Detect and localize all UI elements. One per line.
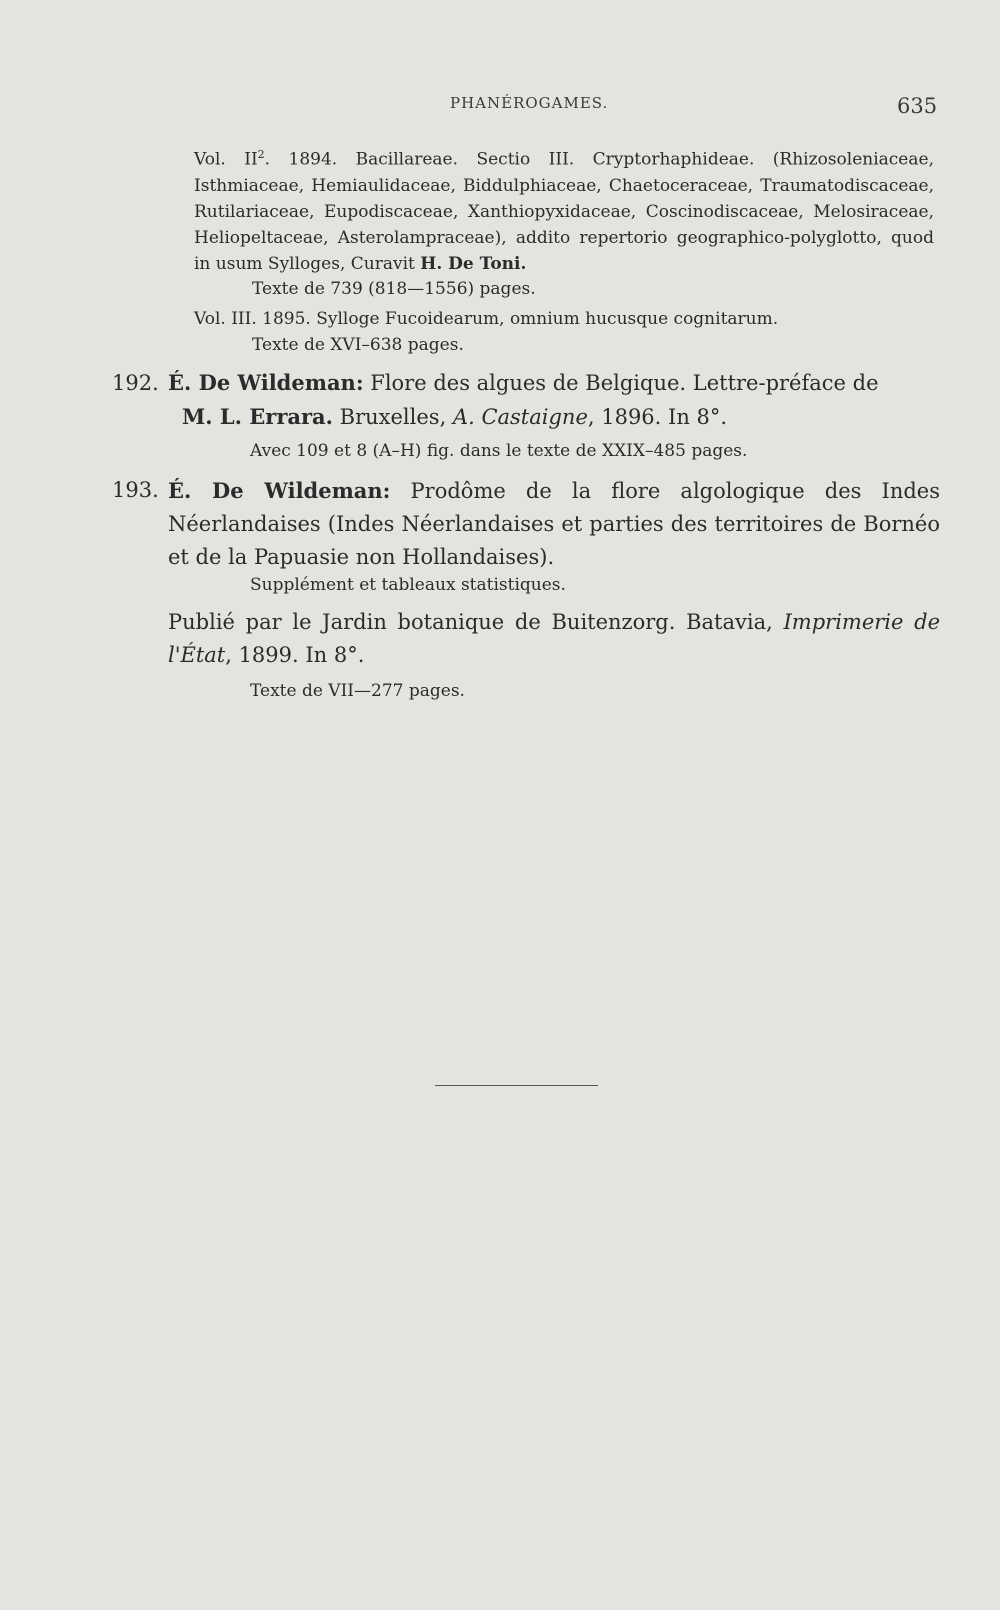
entry-title: Flore des algues de Belgique. Lettre-préface de [363, 371, 879, 395]
entry-number: 192. [112, 371, 159, 395]
vol2-entry [194, 142, 934, 277]
entry-title: Prodôme de la flore algologique des Indes Néerlandaises (Indes Néerlandaises et parties des territoires de Bornéo et de la Papuasie non Hollandaises). [168, 479, 940, 569]
closing-rule [435, 1085, 598, 1086]
vol2-author: H. De Toni. [420, 253, 527, 274]
pub-text: Publié par le Jardin botanique de Buitenzorg. Batavia, [168, 610, 784, 634]
vol3-text: Vol. III. 1895. Sylloge Fucoidearum, omnium hucusque cognitarum. [194, 309, 779, 329]
entry-193-texte: Texte de VII—277 pages. [250, 681, 465, 701]
entry-preface: M. L. Errara. [182, 404, 333, 429]
entry-192 [112, 366, 942, 434]
page-number: 635 [897, 94, 938, 118]
running-head: PHANÉROGAMES. [450, 94, 609, 112]
entry-publisher: A. Castaigne [452, 405, 588, 429]
entry-place: Bruxelles, [332, 405, 453, 429]
vol2-text-b: . 1894. Bacillareae. Sectio III. Cryptorhaphideae. (Rhizosoleniaceae, Isthmiaceae, Hemiaulidaceae, Biddulphiaceae, Chaetoceraceae, Traumatodiscaceae, Rutilariaceae, Eupodiscaceae, Xanthiopyxidaceae, Coscinodiscaceae, Melosiraceae, Heliopeltaceae, Asterolampraceae), addito repertorio geographico-polyglotto, quod in usum Sylloges, Curavit [194, 149, 934, 274]
entry-author: É. De Wildeman: [168, 478, 391, 503]
entry-author: É. De Wildeman: [168, 370, 364, 395]
entry-192-note: Avec 109 et 8 (A–H) fig. dans le texte de XXIX–485 pages. [250, 441, 748, 461]
vol2-texte: Texte de 739 (818—1556) pages. [252, 279, 536, 299]
pub-rest: , 1899. In 8°. [225, 643, 365, 667]
entry-193-supplement: Supplément et tableaux statistiques. [250, 575, 566, 595]
entry-193-publication [168, 606, 940, 672]
vol3-texte: Texte de XVI–638 pages. [252, 335, 464, 355]
vol2-text: Vol. II [194, 149, 258, 170]
entry-number: 193. [112, 478, 159, 502]
entry-193 [168, 474, 940, 574]
entry-rest: , 1896. In 8°. [587, 405, 728, 429]
vol2-sup: 2 [257, 148, 265, 161]
pub-publisher: Imprimerie de l'État [168, 610, 940, 667]
